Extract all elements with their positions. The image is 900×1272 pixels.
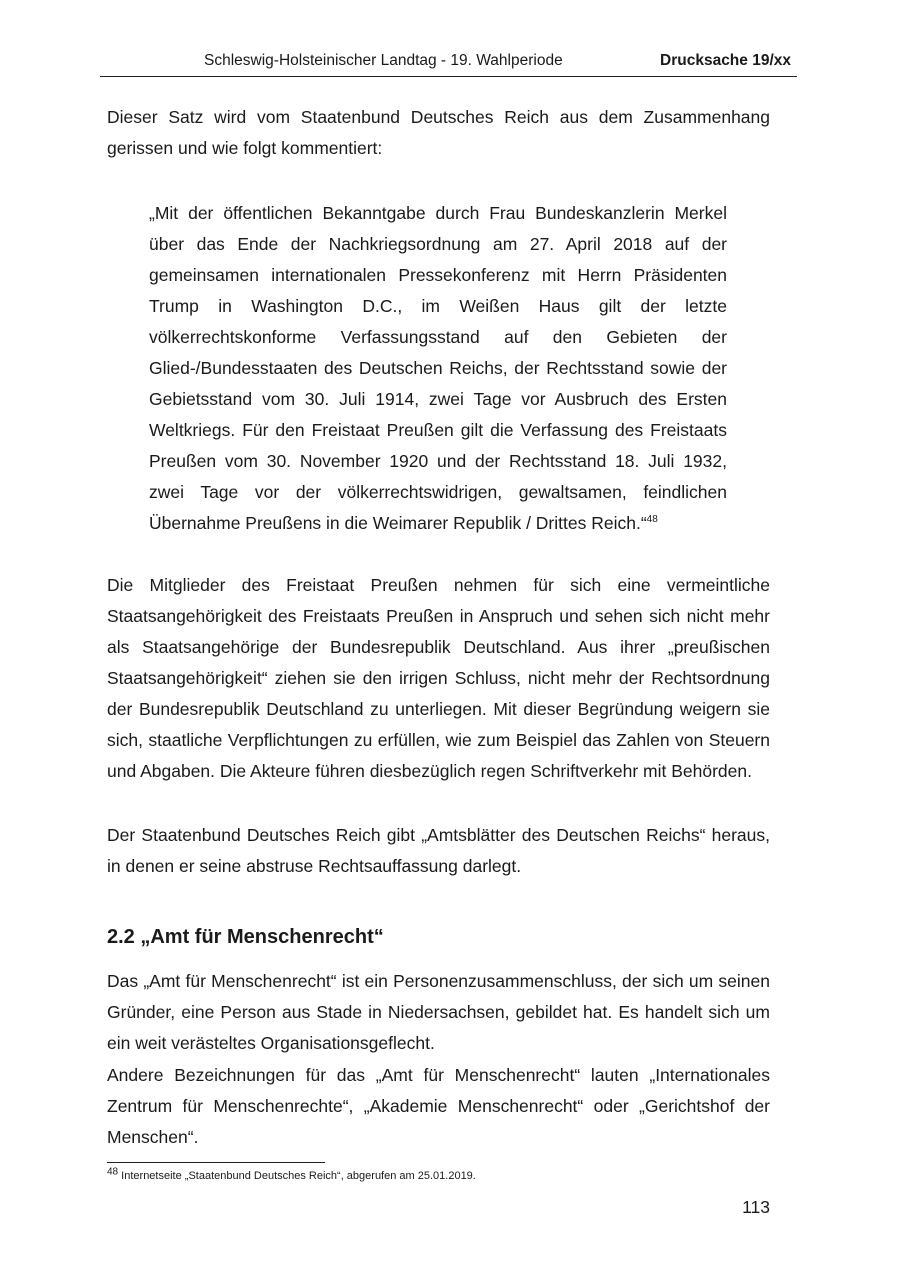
footnote-reference[interactable]: 48 <box>646 514 658 526</box>
header-title: Schleswig-Holsteinischer Landtag - 19. Wahlperiode <box>204 52 563 69</box>
footnote-number: 48 <box>107 1166 119 1178</box>
footnote-divider <box>107 1162 325 1163</box>
block-quote <box>149 198 727 539</box>
paragraph-freistaat-preussen: Die Mitglieder des Freistaat Preußen nehmen für sich eine vermeintliche Staatsangehörigkeit des Freistaats Preußen in Anspruch und sehen sich nicht mehr als Staatsangehörige der Bundesrepublik Deutschland. Aus ihrer „preußischen Staatsangehörigkeit“ ziehen sie den irrigen Schluss, nicht mehr der Rechtsordnung der Bundesrepublik Deutschland zu unterliegen. Mit dieser Begründung weigern sie sich, staatliche Verpflichtungen zu erfüllen, wie zum Beispiel das Zahlen von Steuern und Abgaben. Die Akteure führen diesbezüglich regen Schriftverkehr mit Behörden. <box>107 575 770 781</box>
paragraph-amtsblaetter: Der Staatenbund Deutsches Reich gibt „Amtsblätter des Deutschen Reichs“ heraus, in denen er seine abstruse Rechtsauffassung darlegt. <box>107 825 770 876</box>
quote-text: „Mit der öffentlichen Bekanntgabe durch Frau Bundeskanzlerin Merkel über das Ende der Nachkriegsordnung am 27. April 2018 auf der gemeinsamen internationalen Pressekonferenz mit Herrn Präsidenten Trump in Washington D.C., im Weißen Haus gilt der letzte völkerrechtskonforme Verfassungsstand auf den Gebieten der Glied-/Bundesstaaten des Deutschen Reichs, der Rechtsstand sowie der Gebietsstand vom 30. Juli 1914, zwei Tage vor Ausbruch des Ersten Weltkriegs. Für den Freistaat Preußen gilt die Verfassung des Freistaats Preußen vom 30. November 1920 und der Rechtsstand 18. Juli 1932, zwei Tage vor der völkerrechtswidrigen, gewaltsamen, feindlichen Übernahme Preußens in die Weimarer Republik / Drittes Reich.“ <box>149 203 727 533</box>
page-header <box>100 50 797 77</box>
section-paragraph-1: Das „Amt für Menschenrecht“ ist ein Personenzusammenschluss, der sich um seinen Gründer, eine Person aus Stade in Niedersachsen, gebildet hat. Es handelt sich um ein weit verästeltes Organisationsgeflecht. <box>107 971 770 1053</box>
intro-paragraph: Dieser Satz wird vom Staatenbund Deutsches Reich aus dem Zusammenhang gerissen und wie folgt kommentiert: <box>107 107 770 158</box>
page-number: 113 <box>742 1197 770 1217</box>
section-heading: 2.2 „Amt für Menschenrecht“ <box>107 926 384 948</box>
footnote-text: Internetseite „Staatenbund Deutsches Reich“, abgerufen am 25.01.2019. <box>118 1170 476 1182</box>
section-paragraph-2: Andere Bezeichnungen für das „Amt für Menschenrecht“ lauten „Internationales Zentrum für Menschenrechte“, „Akademie Menschenrecht“ oder „Gerichtshof der Menschen“. <box>107 1065 770 1147</box>
header-doc-number: Drucksache 19/xx <box>660 52 791 69</box>
footnote <box>107 1166 476 1182</box>
